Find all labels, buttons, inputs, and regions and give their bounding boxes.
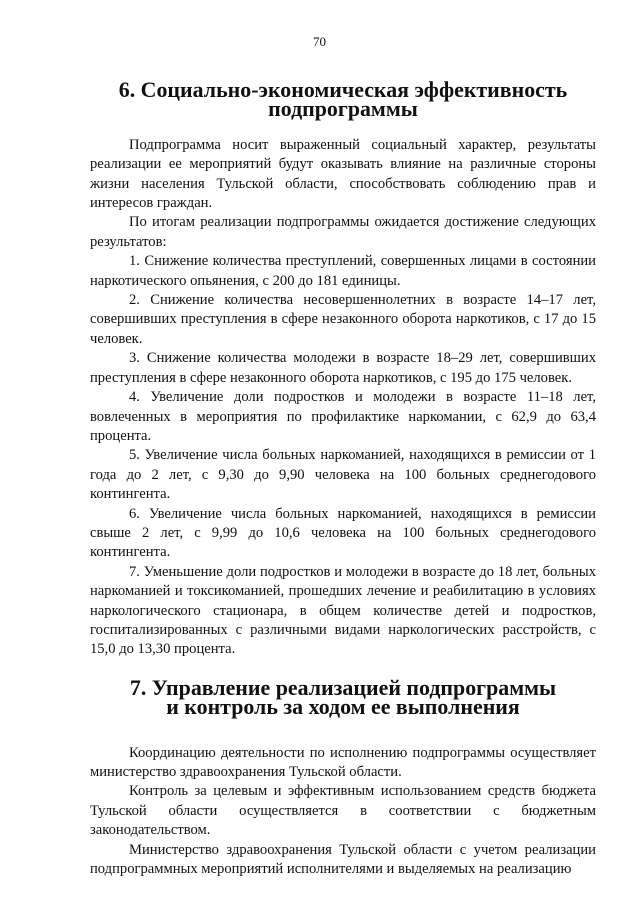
result-item-7: 7. Уменьшение доли подростков и молодежи в возрасте до 18 лет, больных наркоманией и токсикоманией, прошедших лечение и реабилитацию в условиях наркологического стационара, в общем количестве детей и подростков, госпитализированных с различными видами наркологических расстройств, с 15,0 до 13,30 процента. bbox=[90, 563, 596, 658]
section-6-results-lead-paragraph: По итогам реализации подпрограммы ожидается достижение следующих результатов: bbox=[90, 214, 596, 250]
section-6-title: 6. Социально-экономическая эффективность подпрограммы bbox=[118, 77, 568, 122]
section-7-heading bbox=[90, 674, 596, 720]
result-item-2: 2. Снижение количества несовершеннолетних в возрасте 14–17 лет, совершивших преступления в сфере незаконного оборота наркотиков, с 17 до 15 человек. bbox=[90, 292, 596, 347]
result-item-5: 5. Увеличение числа больных наркоманией, находящихся в ремиссии от 1 года до 2 лет, с 9,30 до 9,90 человека на 100 больных среднегодового контингента. bbox=[90, 447, 596, 503]
document-body bbox=[90, 77, 596, 879]
section-6-intro-paragraph: Подпрограмма носит выраженный социальный характер, результаты реализации ее мероприятий будут оказывать влияние на различные стороны жизни населения Тульской области, способствовать соблюдению прав и интересов граждан. bbox=[90, 136, 596, 212]
result-item-6: 6. Увеличение числа больных наркоманией, находящихся в ремиссии свыше 2 лет, с 9,99 до 10,6 человека на 100 больных среднегодового контингента. bbox=[90, 505, 596, 561]
section-7-title-line-1: 7. Управление реализацией подпрограммы bbox=[129, 674, 557, 700]
result-item-3: 3. Снижение количества молодежи в возрасте 18–29 лет, совершивших преступления в сфере незаконного оборота наркотиков, с 195 до 175 человек. bbox=[90, 350, 596, 386]
section-7-ministry-paragraph: Министерство здравоохранения Тульской области с учетом реализации подпрограммных мероприятий исполнителями и выделяемых на реализацию bbox=[90, 841, 596, 878]
page-number: 70 bbox=[313, 34, 326, 49]
section-7-coordination-paragraph: Координацию деятельности по исполнению подпрограммы осуществляет министерство здравоохранения Тульской области. bbox=[90, 744, 596, 780]
result-item-1: 1. Снижение количества преступлений, совершенных лицами в состоянии наркотического опьянения, с 200 до 181 единицы. bbox=[90, 253, 596, 289]
section-7-title-line-2: и контроль за ходом ее выполнения bbox=[166, 694, 520, 720]
section-6-heading bbox=[90, 77, 596, 122]
result-item-4: 4. Увеличение доли подростков и молодежи в возрасте 11–18 лет, вовлеченных в мероприятия по профилактике наркомании, с 62,9 до 63,4 процента. bbox=[90, 389, 596, 444]
section-7-control-paragraph: Контроль за целевым и эффективным использованием средств бюджета Тульской области осуществляется в соответствии с бюджетным законодательством. bbox=[90, 783, 596, 839]
